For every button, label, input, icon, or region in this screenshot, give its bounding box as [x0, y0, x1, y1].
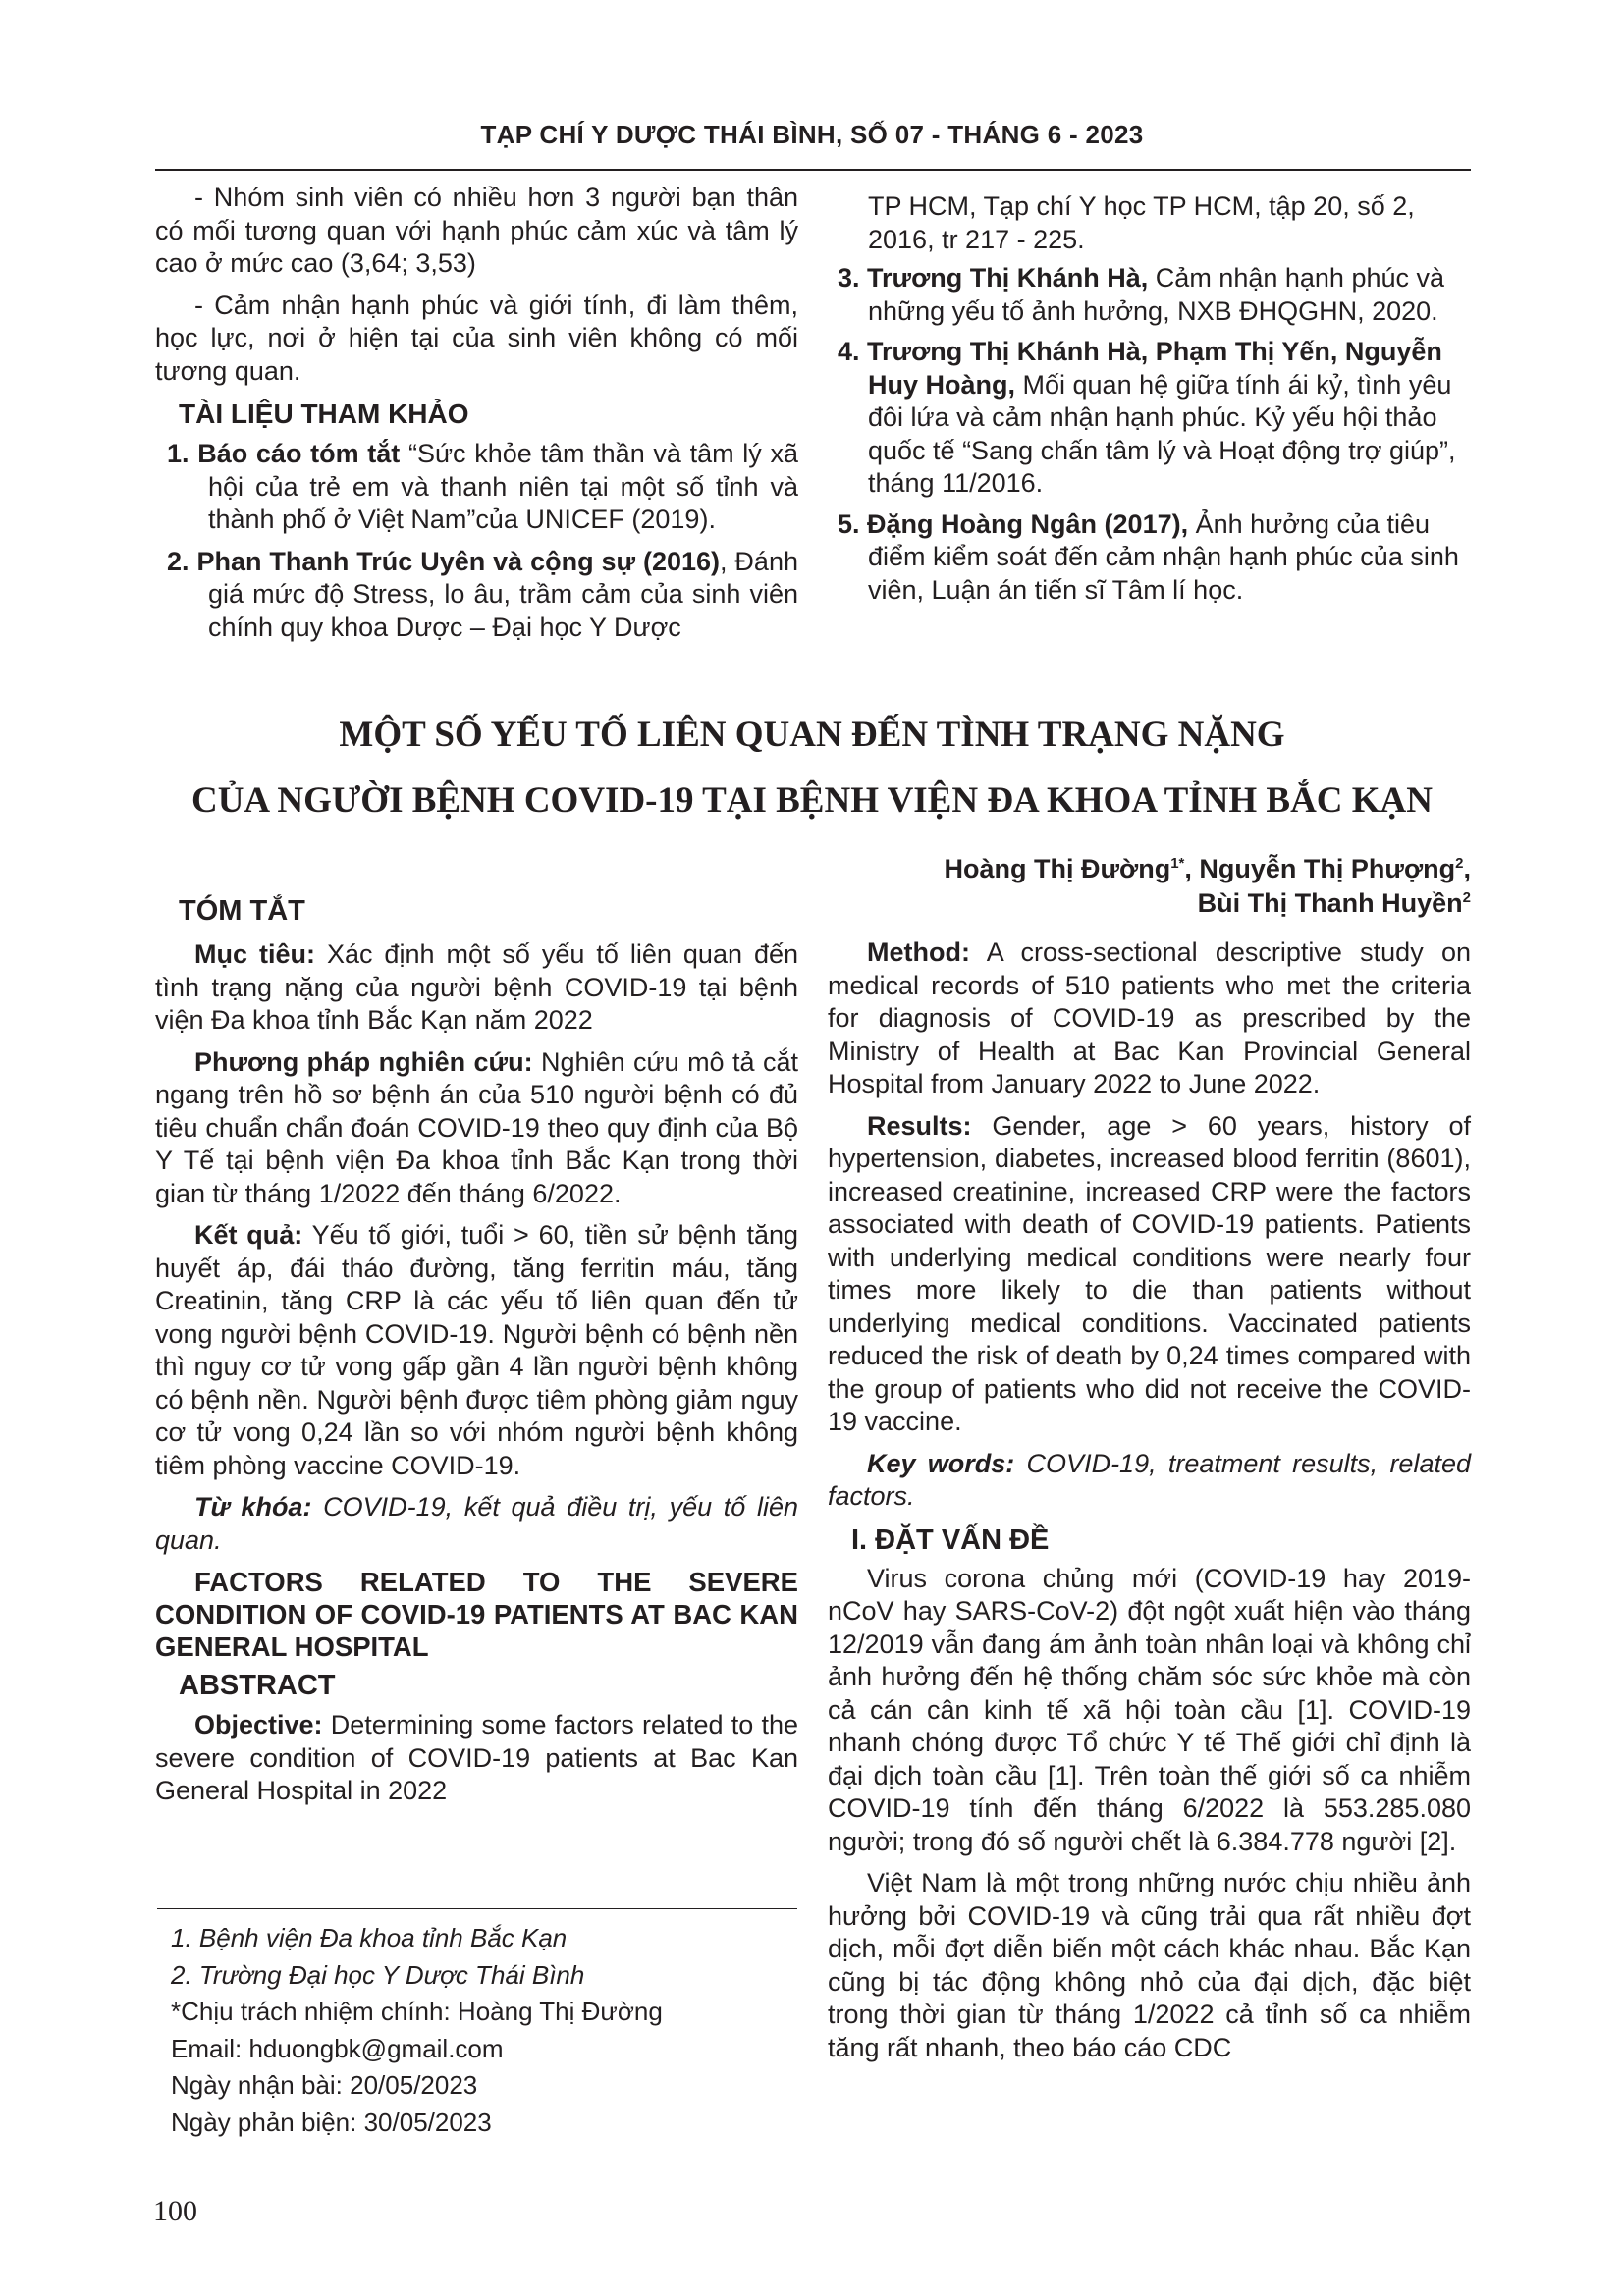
- ketqua-label: Kết quả:: [194, 1220, 303, 1250]
- method-text: A cross-sectional descriptive study on medical records of 510 patients who met the criteria for diagnosis of COVID-19 as prescribed by the Ministry of Health at Bac Kan Provincial General Hospital from January 2022 to June 2022.: [828, 937, 1471, 1098]
- muctieu-label: Mục tiêu:: [194, 939, 315, 969]
- references-heading: TÀI LIỆU THAM KHẢO: [179, 399, 469, 429]
- footnotes: [171, 1920, 799, 2141]
- reference-1-authors: Báo cáo tóm tắt: [197, 439, 401, 468]
- reference-4-text: Mối quan hệ giữa tính ái kỷ, tình yêu đôi lứa và cảm nhận hạnh phúc. Kỷ yếu hội thảo quốc tế “Sang chấn tâm lý và Hoạt động trợ giúp”, tháng 11/2016.: [868, 369, 1456, 498]
- reference-2-text: , Đánh giá mức độ Stress, lo âu, trầm cảm của sinh viên chính quy khoa Dược – Đại học Y Dược: [208, 546, 798, 642]
- method-paragraph: [828, 936, 1471, 1101]
- page-number: 100: [153, 2195, 197, 2227]
- footnote-1: 1. Bệnh viện Đa khoa tỉnh Bắc Kạn: [171, 1923, 568, 1952]
- objective-paragraph: [155, 1709, 798, 1808]
- author-1-sup: 1*: [1170, 855, 1185, 872]
- phuongphap-label: Phương pháp nghiên cứu:: [194, 1046, 533, 1077]
- results-text: Gender, age > 60 years, history of hypertension, diabetes, increased blood ferritin (8601), increased creatinine, increased CRP were the factors associated with death of COVID-19 patients. Patients with underlying medical conditions were nearly four times more likely to die than patients without underlying medical conditions. Vaccinated patients reduced the risk of death by 0,24 times compared with the group of patients who did not receive the COVID-19 vaccine.: [828, 1110, 1471, 1436]
- conclusion-1: - Nhóm sinh viên có nhiều hơn 3 người bạn thân có mối tương quan với hạnh phúc cảm xúc và tâm lý cao ở mức cao (3,64; 3,53): [155, 183, 798, 278]
- prev-left-column: [155, 182, 798, 644]
- ketqua-text: Yếu tố giới, tuổi > 60, tiền sử bệnh tăng huyết áp, đái tháo đường, tăng ferritin máu, tăng Creatinin, tăng CRP là các yếu tố liên quan đến tử vong người bệnh COVID-19. Người bệnh có bệnh nền thì nguy cơ tử vong gấp gần 4 lần người bệnh không có bệnh nền. Người bệnh được tiêm phòng giảm nguy cơ tử vong 0,24 lần so với nhóm người bệnh không tiêm phòng vaccine COVID-19.: [155, 1220, 798, 1480]
- author-1-name: Hoàng Thị Đường: [944, 854, 1171, 883]
- results-paragraph: [828, 1110, 1471, 1439]
- article-right-column: [828, 936, 1471, 2064]
- article-title-line-2: CỦA NGƯỜI BỆNH COVID-19 TẠI BỆNH VIỆN ĐA KHOA TỈNH BẮC KẠN: [190, 780, 1434, 821]
- reference-1-text: “Sức khỏe tâm thần và tâm lý xã hội của trẻ em và thanh niên tại một số tỉnh và thành phố ở Việt Nam”của UNICEF (2019).: [208, 439, 798, 534]
- muctieu-paragraph: [155, 938, 798, 1038]
- english-title: FACTORS RELATED TO THE SEVERE CONDITION OF COVID-19 PATIENTS AT BAC KAN GENERAL HOSPITAL: [155, 1567, 798, 1662]
- phuongphap-text: Nghiên cứu mô tả cắt ngang trên hồ sơ bệnh án của 510 người bệnh có đủ tiêu chuẩn chẩn đoán COVID-19 theo quy định của Bộ Y Tế tại bệnh viện Đa khoa tỉnh Bắc Kạn trong thời gian từ tháng 1/2022 đến tháng 6/2022.: [155, 1046, 798, 1208]
- reference-4-num: 4.: [838, 337, 860, 366]
- author-line-2: [1198, 881, 1471, 920]
- reference-3-text: Cảm nhận hạnh phúc và những yếu tố ảnh hưởng, NXB ĐHQGHN, 2020.: [868, 263, 1445, 326]
- footnote-rule: [157, 1908, 797, 1909]
- footnote-responsible: *Chịu trách nhiệm chính: Hoàng Thị Đường: [171, 1997, 663, 2026]
- method-label: Method:: [867, 937, 970, 967]
- section-1-heading: I. ĐẶT VẤN ĐỀ: [851, 1523, 1050, 1556]
- author-2-sup: 2: [1455, 855, 1464, 872]
- footnote-2: 2. Trường Đại học Y Dược Thái Bình: [171, 1959, 585, 1990]
- author-3-sup: 2: [1462, 889, 1471, 906]
- results-label: Results:: [867, 1110, 972, 1141]
- tomtat-heading: TÓM TẮT: [179, 895, 305, 927]
- reference-5: [838, 508, 1471, 608]
- reference-2-num: 2.: [167, 546, 189, 576]
- reference-4-authors: Trương Thị Khánh Hà, Phạm Thị Yến, Nguyễn Huy Hoàng,: [867, 337, 1442, 400]
- journal-header: TẠP CHÍ Y DƯỢC THÁI BÌNH, SỐ 07 - THÁNG 6 - 2023: [480, 120, 1144, 149]
- tukhoa-text: COVID-19, kết quả điều trị, yếu tố liên quan.: [155, 1492, 799, 1555]
- reference-2: [167, 546, 798, 645]
- abstract-heading: ABSTRACT: [179, 1670, 336, 1701]
- author-2-name: , Nguyễn Thị Phượng: [1184, 854, 1456, 883]
- header-rule: [155, 169, 1471, 171]
- section-1-paragraph-1: Virus corona chủng mới (COVID-19 hay 2019-nCoV hay SARS-CoV-2) đột ngột xuất hiện vào tháng 12/2019 vẫn đang ám ảnh toàn nhân loại và không chỉ ảnh hưởng đến hệ thống chăm sóc sức khỏe mà còn cả cán cân kinh tế xã hội toàn cầu [1]. COVID-19 nhanh chóng được Tổ chức Y tế Thế giới chỉ định là đại dịch toàn cầu [1]. Trên toàn thế giới số ca nhiễm COVID-19 tính đến tháng 6/2022 là 553.285.080 người; trong đó số người chết là 6.384.778 người [2].: [828, 1563, 1471, 1856]
- reference-5-authors: Đặng Hoàng Ngân (2017),: [867, 508, 1189, 539]
- objective-label: Objective:: [194, 1710, 323, 1739]
- reference-3: [838, 262, 1471, 328]
- tukhoa-label: Từ khóa:: [194, 1492, 312, 1522]
- footnote-reviewed: Ngày phản biện: 30/05/2023: [171, 2107, 492, 2137]
- author-line-1-comma: ,: [1463, 854, 1471, 883]
- ketqua-paragraph: [155, 1219, 798, 1482]
- reference-1: [167, 438, 798, 537]
- article-left-column: [155, 893, 798, 1808]
- keywords-paragraph: [828, 1448, 1471, 1514]
- reference-3-authors: Trương Thị Khánh Hà,: [867, 263, 1149, 293]
- article-title-line-1: MỘT SỐ YẾU TỐ LIÊN QUAN ĐẾN TÌNH TRẠNG NẶNG: [339, 715, 1285, 755]
- keywords-text: COVID-19, treatment results, related factors.: [828, 1448, 1471, 1511]
- footnote-email: Email: hduongbk@gmail.com: [171, 2033, 504, 2063]
- reference-5-text: Ảnh hưởng của tiêu điểm kiểm soát đến cảm nhận hạnh phúc của sinh viên, Luận án tiến sĩ Tâm lí học.: [868, 508, 1459, 605]
- prev-right-column: [838, 190, 1471, 607]
- conclusion-2: - Cảm nhận hạnh phúc và giới tính, đi làm thêm, học lực, nơi ở hiện tại của sinh viên không có mối tương quan.: [155, 290, 798, 386]
- reference-4: [838, 336, 1471, 501]
- author-line-1: [944, 847, 1471, 885]
- reference-1-num: 1.: [167, 439, 189, 468]
- reference-3-num: 3.: [838, 263, 860, 293]
- reference-5-num: 5.: [838, 508, 860, 539]
- author-3-name: Bùi Thị Thanh Huyền: [1197, 888, 1463, 918]
- muctieu-text: Xác định một số yếu tố liên quan đến tình trạng nặng của người bệnh COVID-19 tại bệnh viện Đa khoa tỉnh Bắc Kạn năm 2022: [155, 939, 798, 1035]
- footnote-received: Ngày nhận bài: 20/05/2023: [171, 2070, 478, 2100]
- reference-2-continued: TP HCM, Tạp chí Y học TP HCM, tập 20, số 2, 2016, tr 217 - 225.: [868, 191, 1415, 254]
- reference-2-authors: Phan Thanh Trúc Uyên và cộng sự (2016): [196, 546, 721, 576]
- phuongphap-paragraph: [155, 1046, 798, 1211]
- section-1-paragraph-2: Việt Nam là một trong những nước chịu nhiều ảnh hưởng bởi COVID-19 và cũng trải qua rất nhiều đợt dịch, mỗi đợt diễn biến một cách khác nhau. Bắc Kạn cũng bị tác động không nhỏ của đại dịch, đặc biệt trong thời gian từ tháng 1/2022 cả tỉnh số ca nhiễm tăng rất nhanh, theo báo cáo CDC: [828, 1868, 1471, 2062]
- keywords-label: Key words:: [867, 1448, 1015, 1478]
- tukhoa-paragraph: [155, 1491, 798, 1557]
- objective-text: Determining some factors related to the severe condition of COVID-19 patients at Bac Kan General Hospital in 2022: [155, 1710, 798, 1805]
